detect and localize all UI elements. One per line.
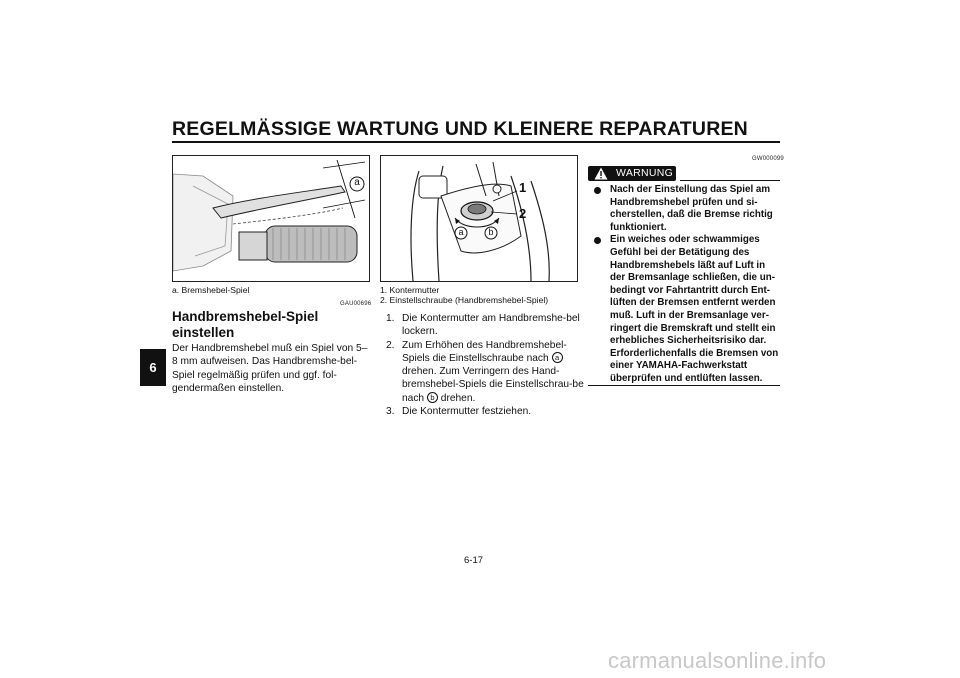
warning-item [588,234,780,385]
circled-mark-b: b [427,392,438,403]
callout-a: a [458,227,464,237]
step-item [386,339,586,405]
circled-mark-a: a [552,352,563,363]
step-text: drehen. Zum Verringern des Hand-bremshebel-Spiels die Einstellschrau-be nach [402,366,584,404]
warning-item-text: Ein weiches oder schwammiges Gefühl bei der Betätigung des Handbremshebels läßt auf Luft in der Bremsanlage schließen, die un-bedingt vor Fahrtantritt durch Ent-lüften der Bremsen entfernt werden muß. Luft in der Bremsanlage ver-ringert die Bremskraft und stellt ein erhebliches Sicherheitsrisiko dar. Erforderlichenfalls die Bremsen von einer YAMAHA-Fachwerkstatt überprüfen und entlüften lassen. [610,234,779,384]
adjuster-illustration [381,156,577,281]
step-text: Die Kontermutter am Handbremshe-bel lockern. [402,313,580,338]
bullet-icon [594,187,601,194]
warning-item [588,184,780,234]
adjuster-figure [380,155,578,282]
warning-item-text: Nach der Einstellung das Spiel am Handbremshebel prüfen und si-cherstellen, daß die Bremse richtig funktioniert. [610,184,773,233]
figure2-caption-2: 2. Einstellschraube (Handbremshebel-Spiel) [380,295,549,305]
warning-rule-top [680,180,780,181]
callout-1: 1 [519,180,527,195]
warning-badge [588,166,676,181]
warning-list [588,184,780,386]
step-text: drehen. [440,392,476,404]
callout-a: a [354,177,360,188]
step-number: 2. [386,339,395,351]
brake-lever-illustration [173,156,369,281]
step-text: Die Kontermutter festziehen. [402,406,532,418]
figure1-caption: a. Bremshebel-Spiel [172,285,250,295]
section-ref-code: GAU00696 [340,301,372,307]
chapter-tab: 6 [140,349,166,386]
warning-rule-bottom [588,385,780,386]
warning-label: WARNUNG [616,167,674,179]
callout-b: b [488,227,494,237]
step-text: Zum Erhöhen des Handbremshebel-Spiels die Einstellschraube nach [402,339,567,364]
section-heading: Handbremshebel-Spiel einstellen [172,309,319,340]
page-number: 6-17 [464,555,484,566]
warning-triangle-icon [594,167,608,180]
warning-ref-code: GW000099 [752,156,784,162]
step-number: 3. [386,406,395,418]
step-number: 1. [386,313,395,324]
section-body: Der Handbremshebel muß ein Spiel von 5–8 mm aufweisen. Das Handbremshe-bel-Spiel regelmäßig prüfen und ggf. fol-gendermaßen einstellen. [172,343,368,394]
callout-2: 2 [519,206,527,221]
figure2-caption-1: 1. Kontermutter [380,285,440,295]
brake-lever-figure [172,155,370,282]
title-rule [172,141,780,143]
page-title: REGELMÄSSIGE WARTUNG UND KLEINERE REPARATUREN [172,118,748,140]
watermark: carmanualsonline.info [608,648,827,673]
bullet-icon [594,237,601,244]
step-item [386,405,586,418]
step-item [386,312,586,339]
adjustment-steps [386,312,586,418]
